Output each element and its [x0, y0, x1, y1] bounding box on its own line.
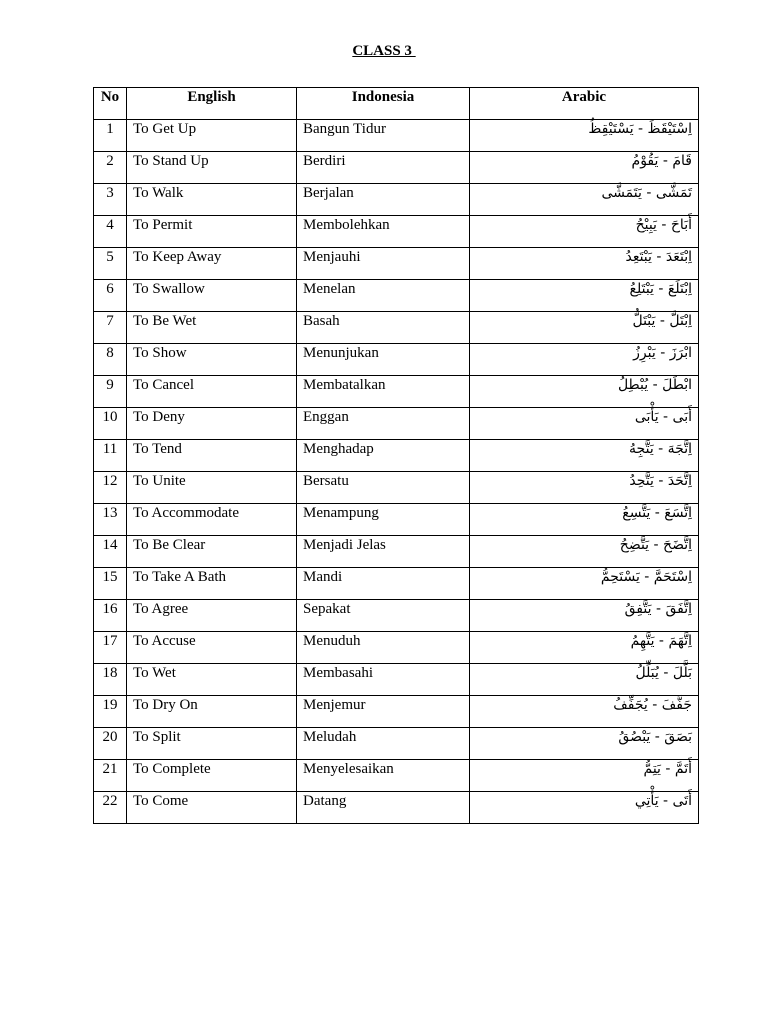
cell-arabic: بَلَّلَ - يُبَلِّلُ: [470, 664, 699, 696]
cell-indonesia: Enggan: [297, 408, 470, 440]
table-row: [94, 216, 699, 248]
cell-indonesia: Membatalkan: [297, 376, 470, 408]
cell-indonesia: Datang: [297, 792, 470, 824]
cell-english: To Cancel: [127, 376, 297, 408]
header-no: No: [94, 88, 127, 120]
cell-english: To Permit: [127, 216, 297, 248]
cell-arabic: اِتَّفَقَ - يَتَّفِقُ: [470, 600, 699, 632]
page-title: CLASS 3: [352, 43, 416, 59]
table-row: [94, 376, 699, 408]
cell-english: To Unite: [127, 472, 297, 504]
cell-arabic: أَبَى - يَأْبَى: [470, 408, 699, 440]
cell-no: 4: [94, 216, 127, 248]
cell-arabic: أَتَى - يَأْتِي: [470, 792, 699, 824]
cell-indonesia: Menghadap: [297, 440, 470, 472]
table-row: [94, 344, 699, 376]
cell-english: To Dry On: [127, 696, 297, 728]
cell-no: 18: [94, 664, 127, 696]
cell-indonesia: Sepakat: [297, 600, 470, 632]
cell-indonesia: Menjauhi: [297, 248, 470, 280]
cell-no: 7: [94, 312, 127, 344]
cell-indonesia: Berdiri: [297, 152, 470, 184]
cell-indonesia: Membolehkan: [297, 216, 470, 248]
cell-indonesia: Menyelesaikan: [297, 760, 470, 792]
cell-no: 5: [94, 248, 127, 280]
cell-indonesia: Menjadi Jelas: [297, 536, 470, 568]
cell-indonesia: Membasahi: [297, 664, 470, 696]
table-row: [94, 632, 699, 664]
cell-arabic: قَامَ - يَقُوْمُ: [470, 152, 699, 184]
table-row: [94, 504, 699, 536]
cell-arabic: أَبَاحَ - يَبِيْحُ: [470, 216, 699, 248]
cell-arabic: أَتَمَّ - يَتِمُّ: [470, 760, 699, 792]
cell-no: 10: [94, 408, 127, 440]
cell-arabic: تَمَشَّى - يَتَمَشَّى: [470, 184, 699, 216]
cell-english: To Deny: [127, 408, 297, 440]
header-english: English: [127, 88, 297, 120]
cell-no: 9: [94, 376, 127, 408]
table-row: [94, 408, 699, 440]
table-row: [94, 472, 699, 504]
cell-no: 13: [94, 504, 127, 536]
cell-english: To Split: [127, 728, 297, 760]
cell-english: To Keep Away: [127, 248, 297, 280]
cell-arabic: بَصَقَ - يَبْصُقُ: [470, 728, 699, 760]
cell-arabic: اِتَّهَمَ - يَتَّهِمُ: [470, 632, 699, 664]
cell-indonesia: Bersatu: [297, 472, 470, 504]
cell-english: To Come: [127, 792, 297, 824]
cell-no: 14: [94, 536, 127, 568]
table-row: [94, 152, 699, 184]
table-row: [94, 120, 699, 152]
cell-no: 11: [94, 440, 127, 472]
table-row: [94, 568, 699, 600]
cell-english: To Get Up: [127, 120, 297, 152]
cell-indonesia: Menjemur: [297, 696, 470, 728]
cell-no: 22: [94, 792, 127, 824]
cell-no: 8: [94, 344, 127, 376]
cell-no: 20: [94, 728, 127, 760]
cell-english: To Stand Up: [127, 152, 297, 184]
cell-english: To Accommodate: [127, 504, 297, 536]
table-row: [94, 248, 699, 280]
table-row: [94, 536, 699, 568]
cell-english: To Take A Bath: [127, 568, 297, 600]
cell-arabic: اِتَّحَدَ - يَتَّحِدُ: [470, 472, 699, 504]
cell-arabic: اِسْتَحَمَّ - يَسْتَحِمُّ: [470, 568, 699, 600]
cell-arabic: ابْرَزَ - يَبْرِزُ: [470, 344, 699, 376]
cell-no: 12: [94, 472, 127, 504]
cell-indonesia: Menelan: [297, 280, 470, 312]
cell-no: 1: [94, 120, 127, 152]
cell-arabic: اِتَّضَحَ - يَتَّضِحُ: [470, 536, 699, 568]
cell-english: To Swallow: [127, 280, 297, 312]
cell-english: To Wet: [127, 664, 297, 696]
cell-english: To Be Clear: [127, 536, 297, 568]
cell-no: 17: [94, 632, 127, 664]
cell-arabic: اِبْتَلَعَ - يَبْتَلِعُ: [470, 280, 699, 312]
cell-english: To Be Wet: [127, 312, 297, 344]
cell-arabic: اِبْتَلَّ - يَبْتَلُّ: [470, 312, 699, 344]
cell-indonesia: Mandi: [297, 568, 470, 600]
table-row: [94, 600, 699, 632]
cell-english: To Complete: [127, 760, 297, 792]
cell-english: To Walk: [127, 184, 297, 216]
vocabulary-table: [93, 87, 699, 824]
header-arabic: Arabic: [470, 88, 699, 120]
table-row: [94, 728, 699, 760]
cell-arabic: اِتَّسَعَ - يَتَّسِعُ: [470, 504, 699, 536]
table-header-row: [94, 88, 699, 120]
cell-indonesia: Menuduh: [297, 632, 470, 664]
cell-no: 2: [94, 152, 127, 184]
cell-no: 19: [94, 696, 127, 728]
cell-no: 16: [94, 600, 127, 632]
cell-indonesia: Meludah: [297, 728, 470, 760]
cell-english: To Tend: [127, 440, 297, 472]
header-indonesia: Indonesia: [297, 88, 470, 120]
cell-indonesia: Menampung: [297, 504, 470, 536]
table-row: [94, 184, 699, 216]
cell-english: To Accuse: [127, 632, 297, 664]
cell-no: 3: [94, 184, 127, 216]
cell-arabic: اِبْتَعَدَ - يَبْتَعِدُ: [470, 248, 699, 280]
table-row: [94, 792, 699, 824]
table-row: [94, 280, 699, 312]
cell-no: 21: [94, 760, 127, 792]
cell-no: 6: [94, 280, 127, 312]
cell-english: To Agree: [127, 600, 297, 632]
cell-arabic: اِتَّجَهَ - يَتَّجِهُ: [470, 440, 699, 472]
cell-arabic: جَفَّفَ - يُجَفِّفُ: [470, 696, 699, 728]
cell-indonesia: Bangun Tidur: [297, 120, 470, 152]
cell-arabic: اِسْتَيْقَظَ - يَسْتَيْقِظُ: [470, 120, 699, 152]
table-row: [94, 312, 699, 344]
table-row: [94, 664, 699, 696]
cell-no: 15: [94, 568, 127, 600]
cell-english: To Show: [127, 344, 297, 376]
table-row: [94, 440, 699, 472]
cell-indonesia: Basah: [297, 312, 470, 344]
cell-indonesia: Berjalan: [297, 184, 470, 216]
cell-arabic: ابْطَلَ - يُبْطِلُ: [470, 376, 699, 408]
cell-indonesia: Menunjukan: [297, 344, 470, 376]
table-row: [94, 760, 699, 792]
table-row: [94, 696, 699, 728]
